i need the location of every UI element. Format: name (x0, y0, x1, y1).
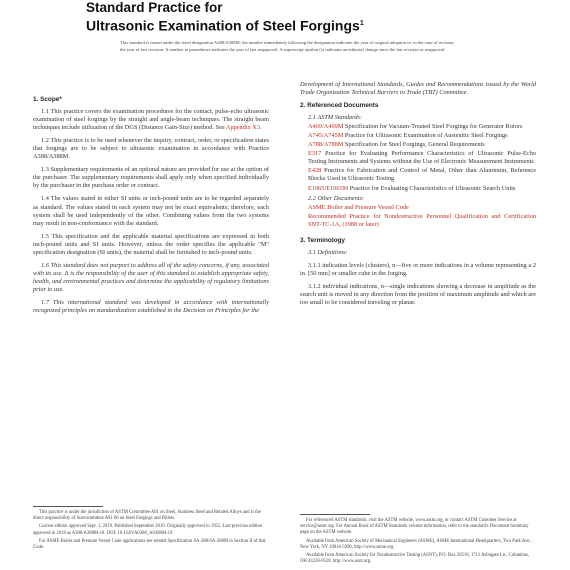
scope-continuation: Development of International Standards, Guides and Recommendations issued by the World Trade Organization Technical Barriers to Trade (TBT) Committee. (300, 81, 536, 97)
reference-title: Practice for Fabrication and Control of Metal, Other than Aluminum, Reference Blocks Used in Ultrasonic Testing (308, 167, 536, 183)
paragraph-1-4: 1.4 The values stated in either SI units or inch-pound units are to be regarded separately as standard. The values stated in each system may not be exact equivalents; therefore, each system shall be used independently of the other. Combining values from the two systems may result in non-conformance with the standard. (33, 195, 269, 227)
scope-heading: 1. Scope* (33, 96, 62, 103)
astm-reference-list (300, 123, 536, 192)
other-reference-list (300, 204, 536, 229)
title-line-1: Standard Practice for (86, 0, 223, 15)
reference-item (300, 150, 536, 166)
reference-item (300, 141, 536, 149)
reference-title: Specification for Steel Forgings, General Requirements (343, 141, 485, 149)
footnotes-right (300, 518, 536, 567)
right-column (300, 81, 536, 312)
reference-code-link[interactable]: A745/A745M (308, 132, 344, 140)
reference-title: Practice for Evaluating Characteristics of Ultrasonic Search Units (348, 184, 516, 192)
reference-title: Practice for Ultrasonic Examination of Austenitic Steel Forgings (343, 132, 508, 140)
footnote: Available from American Society of Mechanical Engineers (ASME), ASME International Headquarters, Two Park Ave., New York, NY 10016-5990, http://www.asme.org. (300, 538, 532, 550)
paragraph-1-5: 1.5 This specification and the applicable material specifications are expressed in both inch-pound units and SI units. However, unless the order specifies the applicable "M" specification designation (SI units), the material shall be furnished to inch-pound units. (33, 232, 269, 256)
astm-standards-label: 2.1 ASTM Standards: (308, 114, 363, 122)
reference-item (300, 132, 536, 140)
definition-3-1-1: 3.1.1 indication levels (clusters), n—five or more indications in a volume representing a 2 in. [50 mm] or smaller cube in the forging. (300, 261, 536, 277)
paragraph-1-7: 1.7 This international standard was developed in accordance with internationally recognized principles on standardization established in the Decision on Principles for the (33, 298, 269, 315)
reference-item (300, 123, 536, 131)
reference-code-link[interactable]: E1065/E1065M (308, 184, 349, 192)
footnote: For referenced ASTM standards, visit the ASTM website, www.astm.org, or contact ASTM Customer Service at service@astm.org. For Annual Book of ASTM Standards volume information, refer to the standard's Document Summary page on the ASTM website. (300, 518, 529, 536)
paragraph-1-2: 1.2 This practice is to be used whenever the inquiry, contract, order, or specification states that forgings are to be subject to ultrasonic examination in accordance with Practice A388/A388M. (33, 137, 269, 161)
reference-item (300, 185, 536, 193)
footnote: Available from American Society for Nondestructive Testing (ASNT), P.O. Box 28518, 1711 Arlingate Ln., Columbus, OH 43228-0518, http://www.asnt.org. (300, 553, 530, 565)
appendix-link[interactable]: Appendix X3. (225, 124, 262, 132)
document-title (86, 0, 526, 34)
reference-item (300, 167, 536, 183)
footnote: For ASME Boiler and Pressure Vessel Code applications see related Specification SA-388/SA-388M in Section II of that Code. (33, 538, 266, 551)
footnote-rule-left (33, 506, 103, 507)
footnote: This practice is under the jurisdiction of ASTM Committee A01 on Steel, Stainless Steel and Related Alloys and is the direct responsibility of Subcommittee A01.06 on Steel Forgings and Billets. (33, 510, 261, 522)
definitions-label: 3.1 Definitions: (308, 248, 348, 256)
paragraph-1-3: 1.3 Supplementary requirements of an optional nature are provided for use at the option of the purchaser. The supplementary requirements shall apply only when specified individually by the purchaser in the purchase order or contract. (33, 166, 269, 190)
footnote-rule-right (300, 514, 370, 515)
footnotes-left (33, 510, 269, 553)
referenced-documents-heading: 2. Referenced Documents (300, 102, 379, 110)
reference-code-link[interactable]: E317 (308, 150, 322, 158)
title-line-2: Ultrasonic Examination of Steel Forgings$^1$ (86, 17, 364, 34)
other-reference-item[interactable]: Recommended Practice for Nondestructive Personnel Qualification and Certification SNT-TC-1A, (1988 or later) (308, 212, 536, 228)
reference-code-link[interactable]: A469/A469M (308, 123, 344, 131)
paragraph-1-1: 1.1 This practice covers the examination procedures for the contact, pulse-echo ultrasonic examination of steel forgings by the straight and angle-beam techniques. The straight beam techniques include utilization of the DGS (Distance Gain-Size) method. See Appendix X3. (33, 108, 269, 132)
reference-title: Specification for Vacuum-Treated Steel Forgings for Generator Rotors (343, 123, 523, 131)
reference-code-link[interactable]: E428 (308, 167, 322, 175)
paragraph-1-6: 1.6 This standard does not purport to address all of the safety concerns, if any, associated with its use. It is the responsibility of the user of this standard to establish appropriate safety, health, and environmental practices and determine the applicability of regulatory limitations prior to use. (33, 261, 269, 293)
reference-title: Practice for Evaluating Performance Characteristics of Ultrasonic Pulse-Echo Testing Instruments and Systems without the Use of Electronic Measurement Instruments (308, 150, 536, 166)
other-reference-item[interactable]: ASME Boiler and Pressure Vessel Code (308, 203, 409, 211)
reference-code-link[interactable]: A788/A788M (308, 141, 344, 149)
definition-3-1-2: 3.1.2 individual indications, n—single indications showing a decrease in amplitude as the search unit is moved in any direction from the position of maximum amplitude and which are too small to be considered traveling or planar. (300, 282, 536, 307)
designation-notice: This standard is issued under the fixed designation A388/A388M; the number immediately following the designation indicates the year of original adoption or, in the case of revision, the year of last revision. A number in parentheses indicates the year of last reapproval. A superscript epsilon (ε) indicates an editorial change since the last revision or reapproval. (120, 40, 455, 52)
other-documents-label: 2.2 Other Documents: (308, 194, 365, 202)
terminology-heading: 3. Terminology (300, 236, 345, 244)
left-column (33, 92, 269, 320)
footnote: Current edition approved Sept. 1, 2019. Published September 2019. Originally approved in 1955. Last previous edition approved in 2018 as A388/A388M-18. DOI: 10.1520/A0388_A0388M-19. (33, 524, 263, 536)
